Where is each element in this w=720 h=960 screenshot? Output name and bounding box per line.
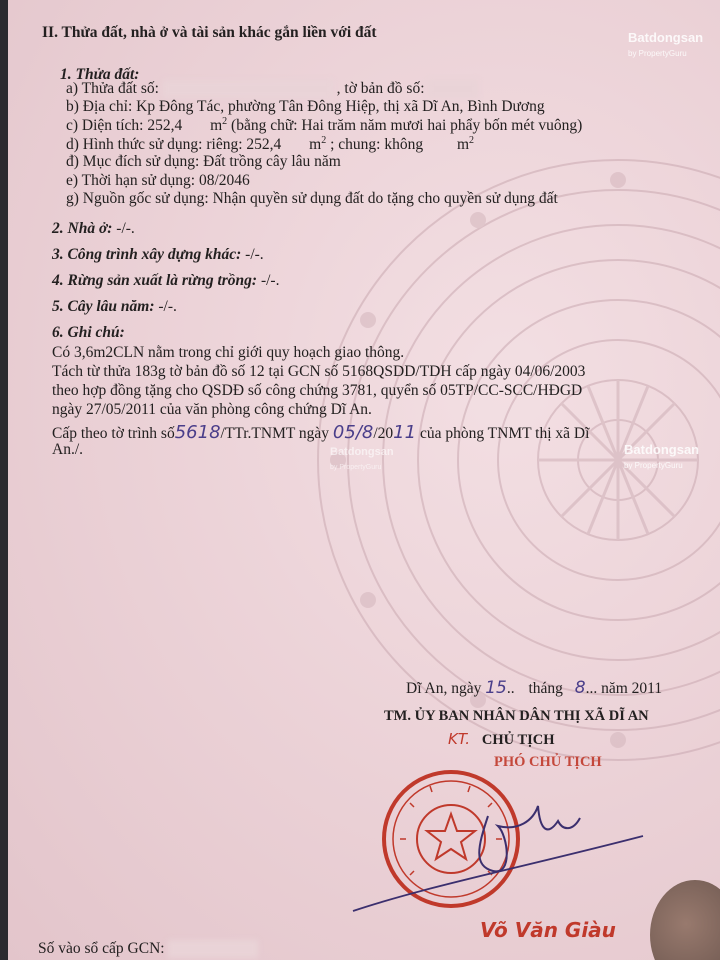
row-rung: 4. Rừng sản xuất là rừng trồng: -/-. (52, 272, 280, 289)
row-thua-dat-so: a) Thửa đất số: , tờ bản đồ số: (66, 80, 478, 98)
note-line-6: An./. (52, 441, 83, 458)
handwritten-doc-number: 5618 (174, 422, 221, 443)
signoff-title: KT. CHỦ TỊCH (448, 730, 555, 748)
note-line-2: Tách từ thửa 183g tờ bản đồ số 12 tại GCN số 5168QSDD/TDH cấp ngày 04/06/2003 (52, 363, 586, 380)
signature (348, 776, 648, 916)
row-dien-tich: c) Diện tích: 252,4 $m^2$ (bằng chữ: Hai trăm năm mươi hai phẩy bốn mét vuông) (66, 116, 583, 135)
certificate-page (8, 0, 720, 960)
watermark-top: Batdongsan by PropertyGuru (628, 30, 704, 58)
note-line-5: Cấp theo tờ trình số5618/TTr.TNMT ngày 05/8/2011 của phòng TNMT thị xã Dĩ (52, 422, 590, 443)
section-title: II. Thửa đất, nhà ở và tài sản khác gắn liền với đất (42, 24, 377, 41)
row-dia-chi: b) Địa chỉ: Kp Đông Tác, phường Tân Đông Hiệp, thị xã Dĩ An, Bình Dương (66, 98, 545, 115)
row-cay-lau-nam: 5. Cây lâu năm: -/-. (52, 298, 177, 315)
note-line-4: ngày 27/05/2011 của văn phòng công chứng Dĩ An. (52, 401, 372, 418)
signer-name: Võ Văn Giàu (480, 918, 616, 942)
row-thoi-han: e) Thời hạn sử dụng: 08/2046 (66, 172, 250, 189)
redacted-registry-number (168, 940, 258, 958)
signoff-org: TM. ỦY BAN NHÂN DÂN THỊ XÃ DĨ AN (384, 708, 649, 724)
row-hinh-thuc: d) Hình thức sử dụng: riêng: 252,4 $m^2$ ; chung: không $m^2$ (66, 135, 475, 154)
row-nha-o: 2. Nhà ở: -/-. (52, 220, 135, 237)
watermark-middle: Batdongsan by PropertyGuru (330, 446, 394, 471)
thumb-in-photo (650, 880, 720, 960)
footer-registry: Số vào sổ cấp GCN: (38, 940, 258, 958)
heading-thua-dat: 1. Thửa đất: (60, 66, 140, 83)
redacted-parcel-number (163, 80, 333, 98)
signoff-vice-chair: PHÓ CHỦ TỊCH (494, 754, 602, 770)
heading-ghi-chu: 6. Ghi chú: (52, 324, 125, 341)
handwritten-month: 8 (574, 678, 586, 698)
redacted-map-number (428, 80, 478, 98)
watermark-right: Batdongsan by PropertyGuru (624, 442, 700, 470)
note-line-1: Có 3,6m2CLN nằm trong chỉ giới quy hoạch giao thông. (52, 344, 405, 361)
row-nguon-goc: g) Nguồn gốc sử dụng: Nhận quyền sử dụng đất do tặng cho quyền sử dụng đất (66, 190, 558, 207)
note-line-3: theo hợp đồng tặng cho QSDĐ số công chứng 3781, quyển số 05TP/CC-SCC/HĐGD (52, 382, 583, 399)
signoff-date: Dĩ An, ngày 15.. tháng 8... năm 2011 (406, 678, 663, 698)
row-cong-trinh: 3. Công trình xây dựng khác: -/-. (52, 246, 264, 263)
row-muc-dich: đ) Mục đích sử dụng: Đất trồng cây lâu năm (66, 153, 341, 170)
handwritten-doc-date: 05/8 (332, 422, 374, 443)
handwritten-doc-year: 11 (393, 422, 417, 443)
handwritten-day: 15 (485, 678, 507, 698)
